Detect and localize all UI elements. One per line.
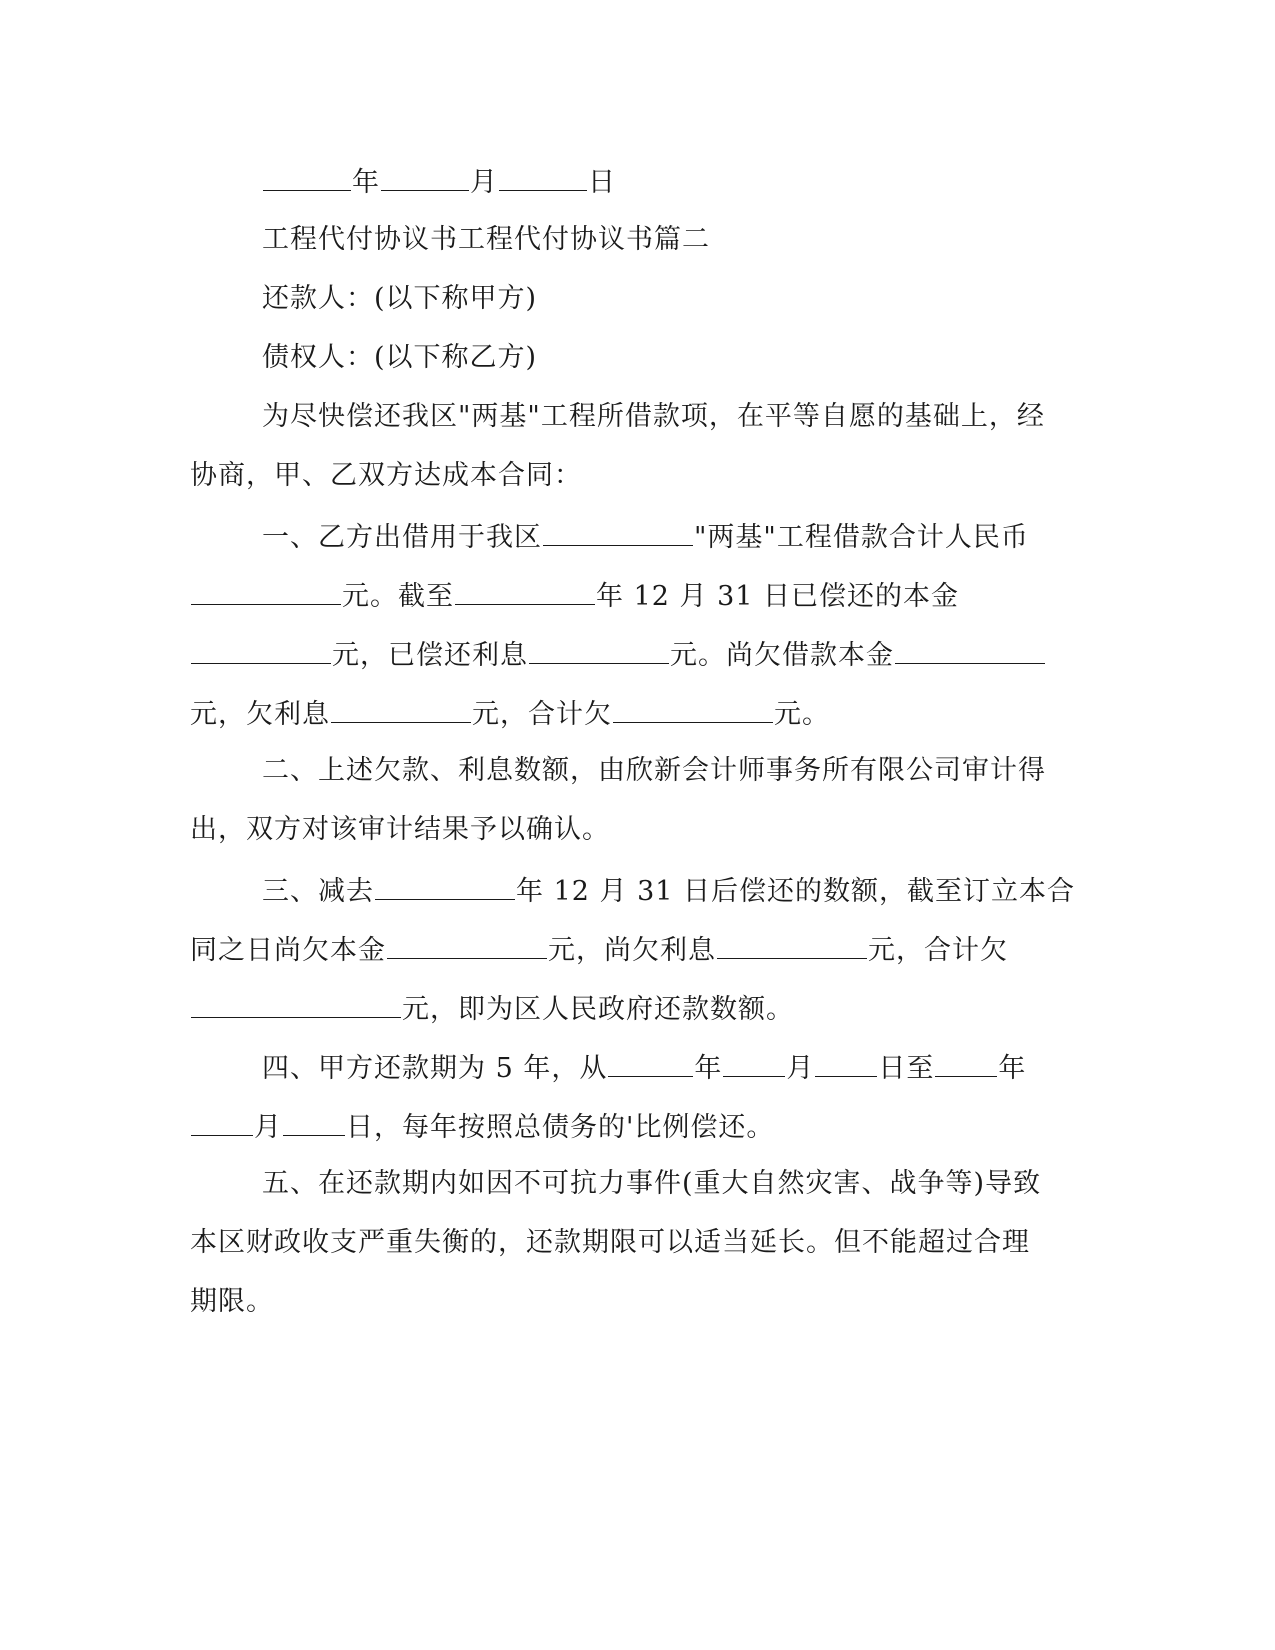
document-title: 工程代付协议书工程代付协议书篇二 — [262, 224, 710, 255]
clause4-text: 年 — [998, 1053, 1027, 1084]
clause4-text: 年 — [694, 1053, 723, 1084]
district-blank — [543, 517, 693, 546]
clause4-text: 月 — [786, 1053, 815, 1084]
clause1-line-2 — [190, 576, 1090, 615]
loan-total-blank — [191, 576, 341, 605]
repayment-amount-blank — [191, 989, 401, 1018]
clause3-line-1 — [262, 871, 1162, 910]
clause4-text: 日至 — [878, 1053, 935, 1084]
clause1-text: "两基"工程借款合计人民币 — [694, 522, 1029, 553]
remaining-principal-blank — [387, 930, 547, 959]
clause1-line-4 — [190, 694, 1090, 733]
interest-repaid-blank — [529, 635, 669, 664]
clause1-text: 元。截至 — [342, 581, 454, 612]
clause5-line-1: 五、在还款期内如因不可抗力事件(重大自然灾害、战争等)导致 — [262, 1168, 1042, 1199]
clause1-text: 元，欠利息 — [190, 699, 330, 730]
total-owed-blank — [613, 694, 773, 723]
end-year-blank — [935, 1048, 997, 1077]
deduct-year-blank — [375, 871, 515, 900]
clause5-line-3: 期限。 — [190, 1286, 274, 1317]
clause1-text: 元，已偿还利息 — [332, 640, 528, 671]
start-day-blank — [815, 1048, 877, 1077]
clause1-text: 元，合计欠 — [472, 699, 612, 730]
month-blank — [381, 162, 469, 191]
start-month-blank — [723, 1048, 785, 1077]
end-month-blank — [191, 1107, 253, 1136]
clause4-text: 四、甲方还款期为 5 年，从 — [262, 1053, 608, 1084]
clause2-line-1: 二、上述欠款、利息数额，由欣新会计师事务所有限公司审计得 — [262, 755, 1046, 786]
cutoff-year-blank — [455, 576, 595, 605]
clause3-line-2 — [190, 930, 1090, 969]
clause3-text: 元，尚欠利息 — [548, 935, 716, 966]
clause1-text: 元。尚欠借款本金 — [670, 640, 894, 671]
clause4-text: 月 — [254, 1112, 282, 1143]
clause1-line-3 — [190, 635, 1090, 674]
clause1-text: 年 12 月 31 日已偿还的本金 — [596, 581, 960, 612]
party-b-line: 债权人：(以下称乙方) — [262, 342, 538, 373]
clause3-line-3 — [190, 989, 1090, 1028]
end-day-blank — [283, 1107, 345, 1136]
principal-owed-blank — [895, 635, 1045, 664]
month-label: 月 — [470, 167, 498, 198]
clause3-text: 年 12 月 31 日后偿还的数额，截至订立本合 — [516, 876, 1076, 907]
clause1-text: 元。 — [774, 699, 830, 730]
start-year-blank — [608, 1048, 693, 1077]
clause4-text: 日，每年按照总债务的'比例偿还。 — [346, 1112, 775, 1143]
principal-repaid-blank — [191, 635, 331, 664]
clause2-line-2: 出，双方对该审计结果予以确认。 — [190, 814, 610, 845]
year-label: 年 — [352, 167, 380, 198]
clause3-text: 三、减去 — [262, 876, 374, 907]
remaining-interest-blank — [717, 930, 867, 959]
year-blank — [263, 162, 351, 191]
preamble-line-1: 为尽快偿还我区"两基"工程所借款项，在平等自愿的基础上，经 — [262, 401, 1045, 432]
clause1-line-1 — [262, 517, 1162, 556]
clause1-text: 一、乙方出借用于我区 — [262, 522, 542, 553]
day-blank — [499, 162, 587, 191]
clause3-text: 元，即为区人民政府还款数额。 — [402, 994, 794, 1025]
date-line — [262, 162, 1162, 201]
day-label: 日 — [588, 167, 616, 198]
clause5-line-2: 本区财政收支严重失衡的，还款期限可以适当延长。但不能超过合理 — [190, 1227, 1030, 1258]
clause4-line-2 — [190, 1107, 1090, 1146]
interest-owed-blank — [331, 694, 471, 723]
clause3-text: 元，合计欠 — [868, 935, 1008, 966]
clause4-line-1 — [262, 1048, 1162, 1087]
preamble-line-2: 协商，甲、乙双方达成本合同： — [190, 460, 582, 491]
party-a-line: 还款人：(以下称甲方) — [262, 283, 538, 314]
clause3-text: 同之日尚欠本金 — [190, 935, 386, 966]
